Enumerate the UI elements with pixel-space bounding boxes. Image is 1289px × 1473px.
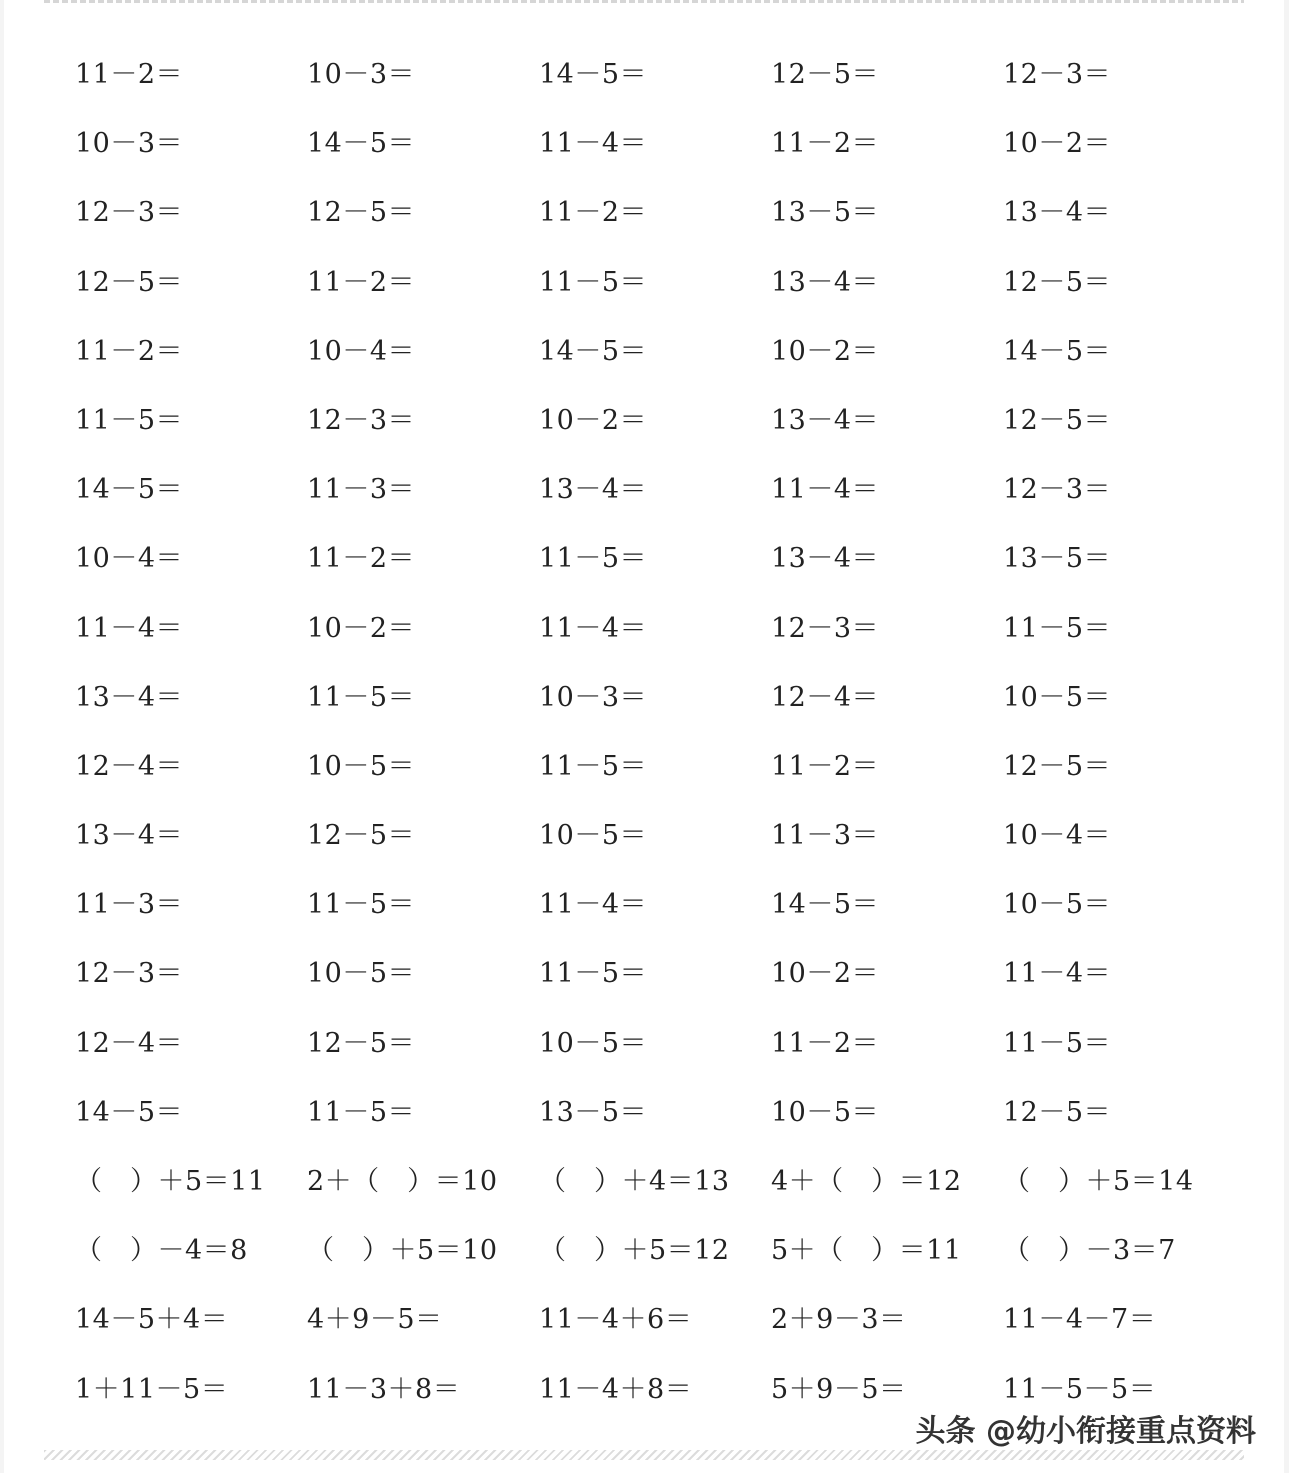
math-problem: 11－4＝ [539,889,648,921]
math-problem: 11－5＝ [307,681,416,713]
math-problem: 14－5＝ [75,1096,184,1128]
math-problem: 11－3＋8＝ [307,1373,461,1405]
top-divider [44,0,1244,3]
math-problem: 10－2＝ [771,335,880,367]
math-problem: 11－4＋6＝ [539,1304,693,1336]
math-problem: 12－4＝ [771,681,880,713]
math-problem: 12－5＝ [1003,750,1112,782]
math-problem: 11－2＝ [771,128,880,160]
problem-grid [75,40,1235,1424]
math-problem: 12－5＝ [307,820,416,852]
math-problem: 10－3＝ [75,128,184,160]
math-problem: 10－5＝ [1003,681,1112,713]
math-problem: 11－4＝ [1003,958,1112,990]
math-problem: 11－4－7＝ [1003,1304,1157,1336]
math-problem: 10－5＝ [771,1096,880,1128]
math-problem: 12－3＝ [75,958,184,990]
math-problem: 4＋9－5＝ [307,1304,443,1336]
math-problem: 12－5＝ [75,266,184,298]
math-problem: 12－5＝ [771,59,880,90]
math-problem: 11－4＝ [539,128,648,160]
math-problem: 11－2＝ [771,750,880,782]
math-problem: 11－3＝ [75,889,184,921]
math-problem: 13－5＝ [1003,543,1112,575]
math-problem: 10－4＝ [1003,820,1112,852]
math-problem: 14－5＝ [771,889,880,921]
math-problem: 11－5－5＝ [1003,1373,1157,1405]
math-problem: 10－2＝ [1003,128,1112,160]
math-problem: 14－5＋4＝ [75,1304,229,1336]
math-problem: 13－4＝ [771,543,880,575]
math-problem: 12－3＝ [1003,474,1112,506]
math-problem: （ ）＋5＝14 [1003,1166,1194,1197]
math-problem: 10－5＝ [539,820,648,852]
math-problem: 13－4＝ [75,820,184,852]
math-problem: 11－5＝ [539,958,648,990]
math-problem: （ ）－4＝8 [75,1235,248,1267]
math-problem: 2＋9－3＝ [771,1304,907,1336]
math-problem: 12－3＝ [75,197,184,229]
math-problem: 11－3＝ [307,474,416,506]
math-problem: 1＋11－5＝ [75,1373,229,1405]
math-problem: 2＋（ ）＝10 [307,1166,498,1197]
math-problem: 14－5＝ [539,335,648,367]
math-problem: 13－4＝ [75,681,184,713]
math-problem: 11－5＝ [1003,1027,1112,1059]
math-problem: 12－5＝ [307,197,416,229]
math-problem: 11－3＝ [771,820,880,852]
math-problem: 12－4＝ [75,750,184,782]
math-problem: 11－2＝ [307,543,416,575]
math-problem: 11－4＝ [771,474,880,506]
math-problem: （ ）＋5＝10 [307,1235,498,1267]
math-problem: 10－2＝ [307,612,416,644]
math-problem: 13－5＝ [771,197,880,229]
math-problem: 13－4＝ [771,266,880,298]
math-problem: 13－4＝ [1003,197,1112,229]
math-problem: （ ）＋5＝12 [539,1235,730,1267]
math-problem: 10－2＝ [771,958,880,990]
math-problem: 11－2＝ [771,1027,880,1059]
math-problem: 5＋9－5＝ [771,1373,907,1405]
math-problem: 11－5＝ [539,750,648,782]
math-problem: 4＋（ ）＝12 [771,1166,962,1197]
math-problem: 12－3＝ [771,612,880,644]
math-problem: 10－4＝ [75,543,184,575]
worksheet-page [4,0,1284,1473]
math-problem: 10－5＝ [1003,889,1112,921]
math-problem: 11－5＝ [307,1096,416,1128]
math-problem: 11－2＝ [75,335,184,367]
math-problem: 5＋（ ）＝11 [771,1235,962,1267]
watermark: 头条 @幼小衔接重点资料 [915,1414,1256,1449]
math-problem: 11－2＝ [75,59,184,90]
math-problem: 11－4＝ [75,612,184,644]
math-problem: 13－5＝ [539,1096,648,1128]
math-problem: 11－5＝ [1003,612,1112,644]
math-problem: 12－5＝ [1003,404,1112,436]
math-problem: 10－3＝ [307,59,416,90]
bottom-divider [44,1450,1244,1460]
math-problem: 14－5＝ [75,474,184,506]
math-problem: 11－4＝ [539,612,648,644]
math-problem: 10－2＝ [539,404,648,436]
math-problem: 11－4＋8＝ [539,1373,693,1405]
math-problem: 12－5＝ [307,1027,416,1059]
math-problem: 14－5＝ [1003,335,1112,367]
math-problem: （ ）＋4＝13 [539,1166,730,1197]
math-problem: 11－5＝ [539,266,648,298]
math-problem: 13－4＝ [539,474,648,506]
math-problem: 11－2＝ [307,266,416,298]
math-problem: 12－3＝ [307,404,416,436]
math-problem: 11－5＝ [75,404,184,436]
math-problem: 10－5＝ [307,958,416,990]
math-problem: 12－5＝ [1003,1096,1112,1128]
math-problem: 10－5＝ [307,750,416,782]
math-problem: 11－2＝ [539,197,648,229]
math-problem: 10－5＝ [539,1027,648,1059]
math-problem: 12－5＝ [1003,266,1112,298]
math-problem: （ ）＋5＝11 [75,1166,266,1197]
math-problem: 11－5＝ [307,889,416,921]
math-problem: 12－3＝ [1003,59,1112,90]
math-problem: （ ）－3＝7 [1003,1235,1176,1267]
math-problem: 10－4＝ [307,335,416,367]
math-problem: 11－5＝ [539,543,648,575]
math-problem: 14－5＝ [539,59,648,90]
math-problem: 13－4＝ [771,404,880,436]
math-problem: 14－5＝ [307,128,416,160]
math-problem: 12－4＝ [75,1027,184,1059]
math-problem: 10－3＝ [539,681,648,713]
